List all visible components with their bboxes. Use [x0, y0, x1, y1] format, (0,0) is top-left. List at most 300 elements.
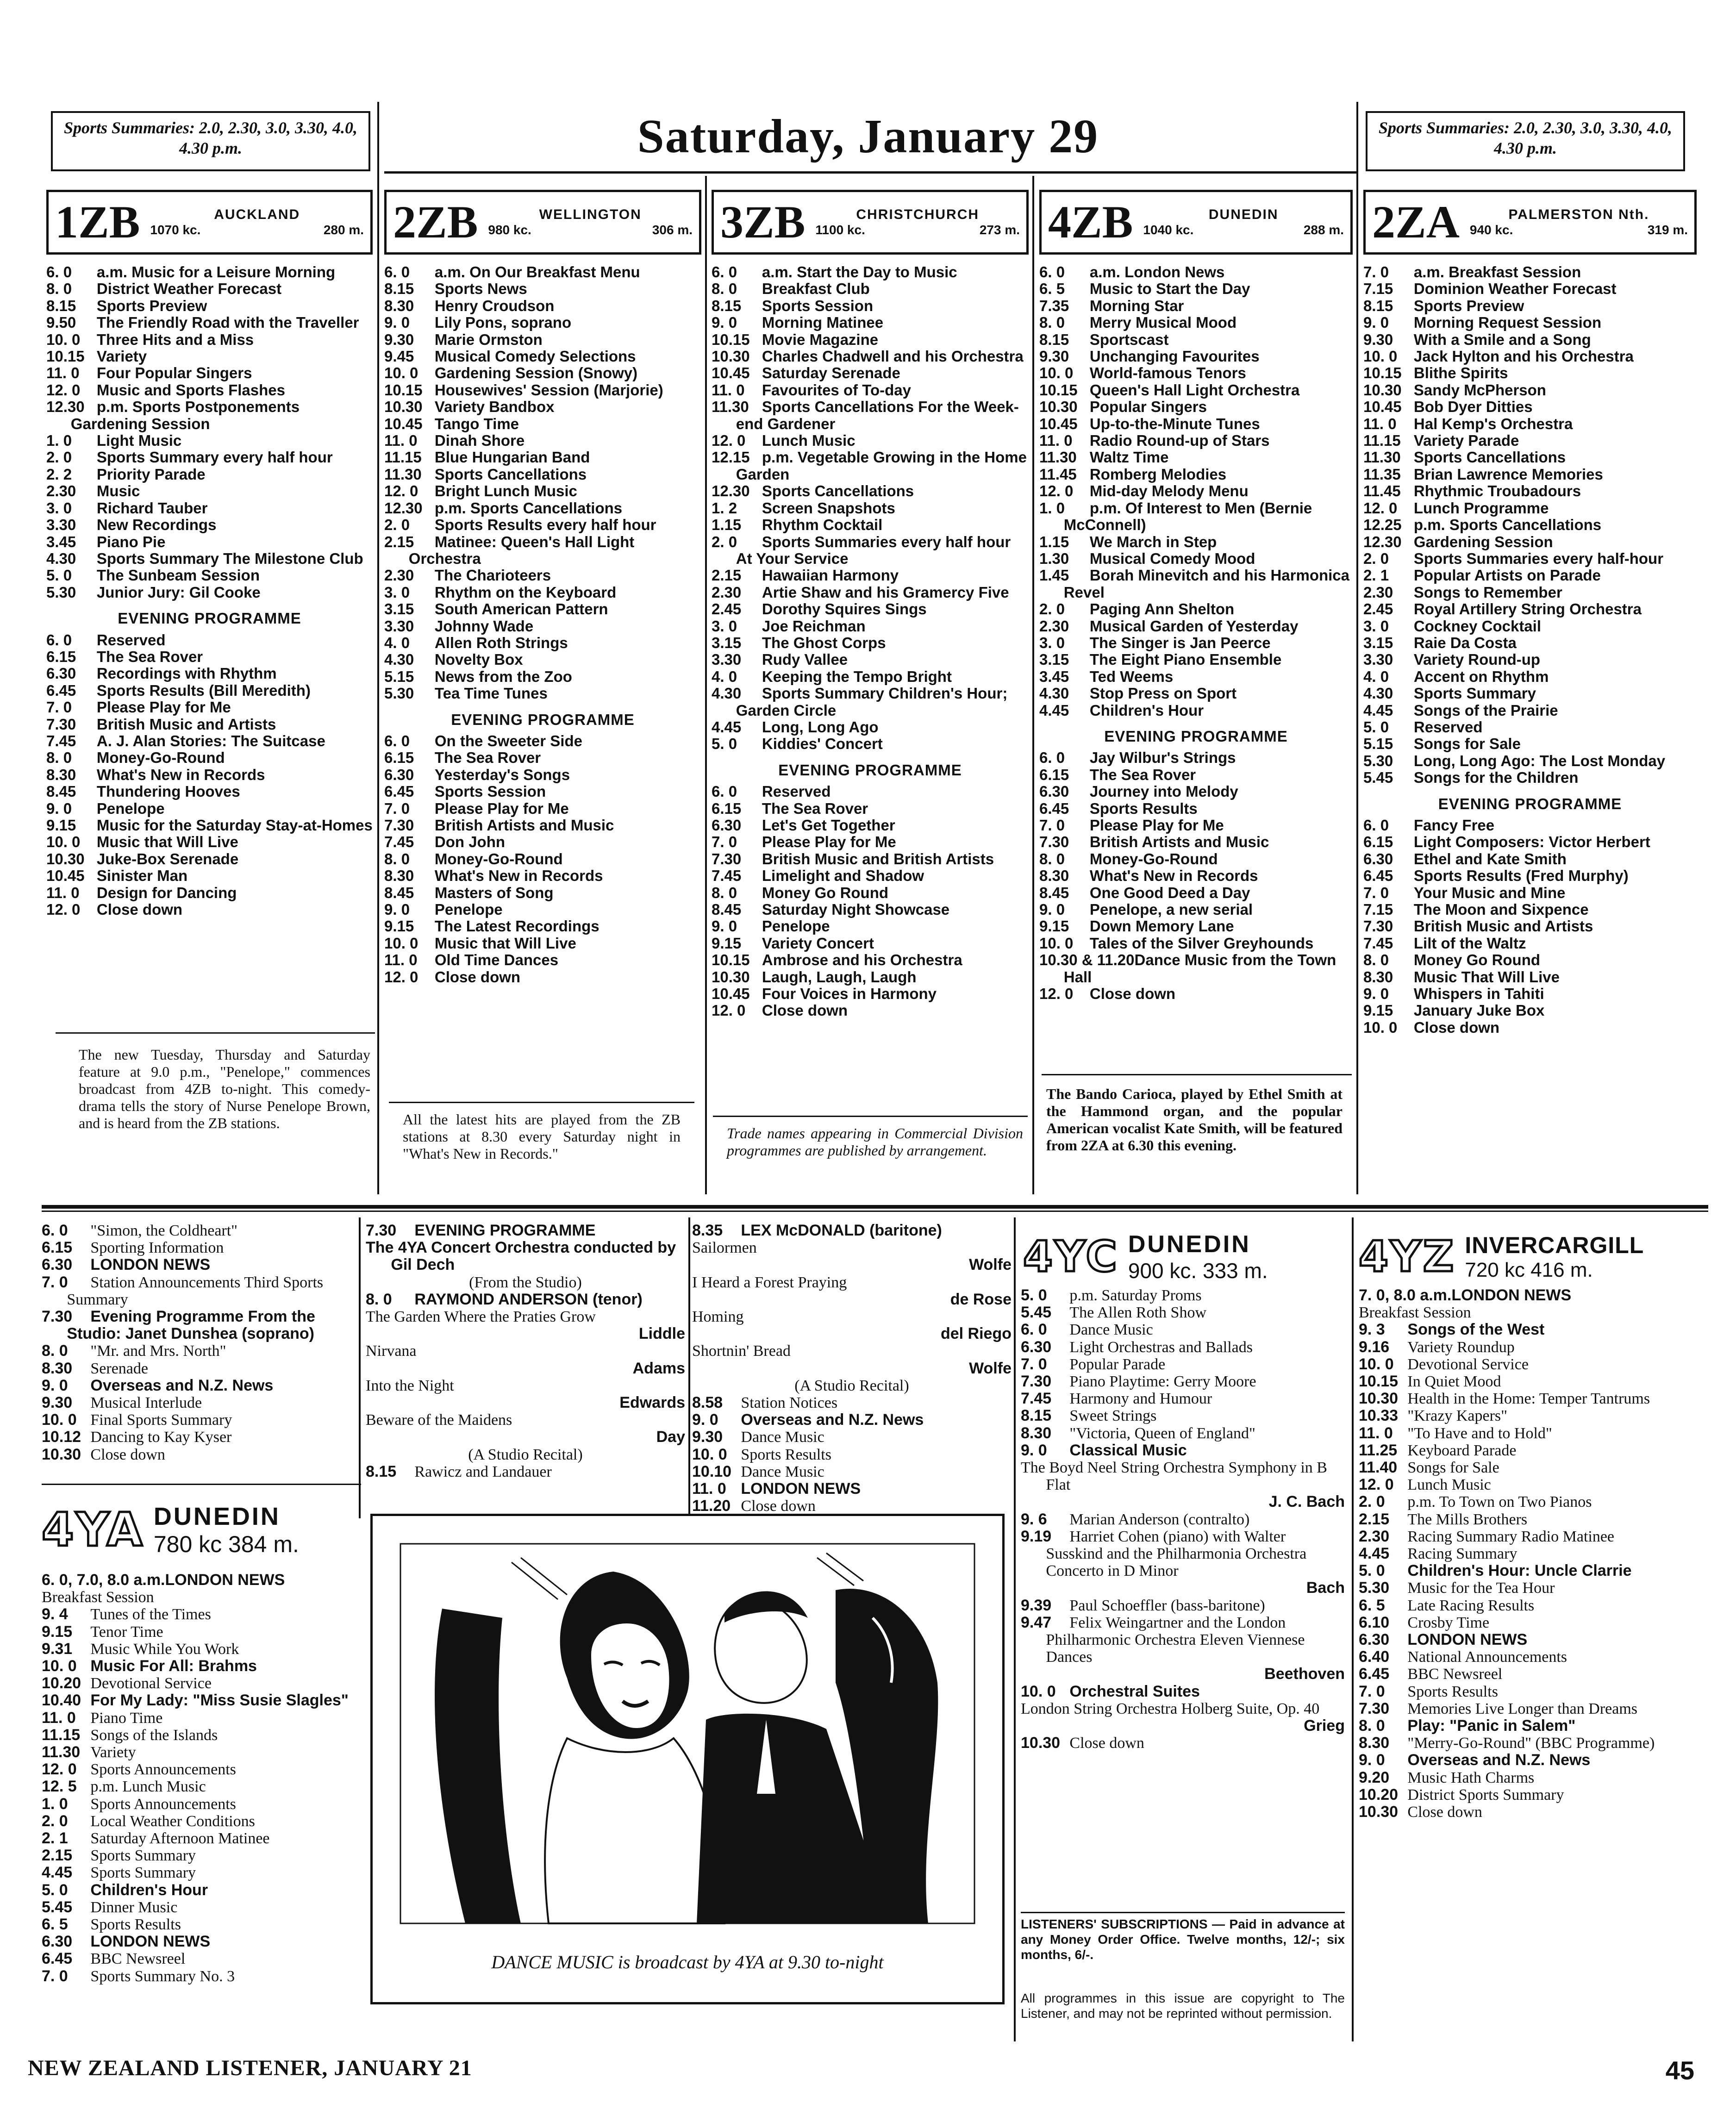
programme-title: Johnny Wade	[434, 617, 534, 635]
programme-time: 8.30	[46, 766, 76, 783]
programme-time: 9.15	[46, 817, 76, 834]
programme-time: 8. 0	[1039, 850, 1065, 867]
station-header-2zb	[384, 190, 701, 255]
programme-item	[1359, 1321, 1701, 1338]
programme-time: 2. 0	[384, 516, 410, 534]
programme-time: 10.20	[42, 1674, 81, 1692]
programme-item	[1039, 901, 1353, 918]
programme-title: Rhythm on the Keyboard	[434, 583, 617, 601]
programme-title: Rhythm Cocktail	[762, 516, 883, 534]
programme-item	[1363, 550, 1697, 567]
programme-item	[366, 1291, 685, 1308]
programme-time: 8.45	[712, 901, 742, 918]
programme-time: 2. 1	[1363, 567, 1389, 584]
programme-item	[1359, 1511, 1701, 1528]
programme-item	[1359, 1390, 1701, 1407]
programme-title: Piano Pie	[96, 533, 166, 550]
programme-time: 12. 0	[46, 901, 81, 918]
programme-item	[1359, 1442, 1701, 1459]
programme-time: 6. 0	[384, 264, 410, 281]
programme-time: 6. 0	[1039, 264, 1065, 281]
programme-time: 2.15	[384, 533, 414, 550]
programme-time: 7. 0	[42, 1967, 68, 1985]
programme-title: Songs of the Islands	[90, 1726, 218, 1744]
programme-time: 5.30	[1363, 752, 1393, 769]
programme-title: Shortnin' Bread	[692, 1342, 791, 1360]
programme-time: 9.15	[384, 917, 414, 935]
programme-time: 9. 0	[1039, 901, 1065, 918]
programme-title: Please Play for Me	[762, 833, 896, 851]
programme-time: 8.30	[384, 297, 414, 314]
programme-title: Light Music	[96, 432, 182, 449]
programme-title: Please Play for Me	[96, 699, 231, 716]
programme-title: Junior Jury: Gil Cooke	[96, 583, 261, 601]
programme-title: "Merry-Go-Round" (BBC Programme)	[1407, 1735, 1655, 1752]
programme-time: 9. 0	[384, 901, 410, 918]
programme-item	[1039, 986, 1353, 1002]
programme-item	[1359, 1752, 1701, 1769]
programme-item	[1363, 618, 1697, 635]
programme-time: 8.15	[1021, 1407, 1052, 1425]
programme-time: 11.25	[1359, 1441, 1398, 1459]
programme-time: 10. 0	[384, 934, 418, 952]
programme-time: 7.45	[712, 867, 742, 885]
programme-title: Songs for the Children	[1413, 769, 1579, 786]
programme-title: Variety Roundup	[1407, 1338, 1515, 1356]
programme-title: "Simon, the Coldheart"	[90, 1222, 238, 1239]
programme-title: Merry Musical Mood	[1089, 314, 1237, 331]
programme-title: "Mr. and Mrs. North"	[90, 1342, 226, 1360]
programme-time: 5. 0	[712, 735, 737, 753]
programme-time: 5.45	[42, 1898, 73, 1916]
programme-time: 12. 0	[712, 432, 746, 449]
programme-item	[1363, 500, 1697, 517]
programme-item	[1039, 534, 1353, 550]
programme-title: Sporting Information	[90, 1239, 224, 1257]
programme-time: 4.45	[1363, 701, 1393, 719]
programme-title: Beware of the Maidens	[366, 1411, 512, 1429]
programme-item	[1363, 601, 1697, 618]
programme-item	[384, 331, 701, 348]
station-header-2za	[1363, 190, 1697, 255]
programme-time: 9.31	[42, 1640, 73, 1658]
programme-time: 2.30	[1039, 617, 1069, 635]
programme-item	[712, 736, 1029, 752]
programme-item	[1039, 314, 1353, 331]
programme-time: 7.30	[1021, 1373, 1052, 1391]
programme-title: p.m. Vegetable Growing in the Home Garden	[736, 449, 1027, 483]
sports-summaries-text: Sports Summaries: 2.0, 2.30, 3.0, 3.30, 4.0, 4.30 p.m.	[1378, 119, 1673, 157]
programme-item	[712, 851, 1029, 867]
programme-item	[1363, 851, 1697, 867]
programme-time: 9.20	[1359, 1768, 1390, 1786]
subscriptions-note: LISTENERS' SUBSCRIPTIONS — Paid in advance at any Money Order Office. Twelve months, 12/-; six months, 6/-.	[1021, 1917, 1345, 1962]
programme-time: 10. 0	[42, 1411, 77, 1429]
programme-title: Breakfast Session	[1359, 1304, 1471, 1322]
programme-time: 8. 0	[366, 1290, 392, 1308]
programme-item	[1021, 1321, 1345, 1338]
programme-time: 12. 5	[42, 1778, 77, 1796]
programme-item	[366, 1222, 685, 1239]
programme-title: Music Hath Charms	[1407, 1769, 1535, 1786]
station-kc: 1070 kc.	[150, 223, 201, 237]
programme-item	[384, 281, 701, 297]
programme-title: Marie Ormston	[434, 331, 543, 348]
programme-time: 6. 0	[384, 732, 410, 749]
programme-time: 12.25	[1363, 516, 1402, 534]
programme-item	[1021, 1373, 1345, 1390]
programme-title: Laugh, Laugh, Laugh	[762, 968, 917, 986]
station-logo-4yz: 4YZ	[1359, 1232, 1456, 1281]
programme-item	[712, 449, 1029, 483]
programme-title: Jay Wilbur's Strings	[1089, 749, 1236, 767]
programme-item	[712, 834, 1029, 850]
programme-time: 6. 0	[1363, 817, 1389, 834]
programme-title: Lunch Programme	[1413, 499, 1549, 517]
programme-item	[366, 1463, 685, 1480]
programme-title: Up-to-the-Minute Tunes	[1089, 415, 1260, 432]
programme-item	[384, 601, 701, 618]
programme-time: 6.15	[42, 1239, 73, 1257]
programme-item	[712, 348, 1029, 365]
composer: J. C. Bach	[1268, 1493, 1345, 1511]
section-divider	[42, 1211, 1708, 1212]
station-city: WELLINGTON	[539, 207, 642, 222]
station-kc: 940 kc.	[1469, 223, 1513, 237]
programme-item	[42, 1308, 356, 1342]
programme-item	[1363, 867, 1697, 884]
programme-time: 5.30	[384, 685, 414, 702]
programme-title: p.m. Sports Cancellations	[434, 499, 623, 517]
programme-title: Play: "Panic in Salem"	[1407, 1717, 1576, 1735]
programme-time: 11.15	[42, 1726, 81, 1744]
programme-title: Charles Chadwell and his Orchestra	[762, 348, 1024, 365]
station-frequency	[1470, 223, 1688, 237]
programme-time: 9. 0	[712, 917, 737, 935]
programme-time: 9.47	[1021, 1613, 1052, 1631]
programme-time: 8.30	[1021, 1424, 1052, 1442]
programme-title: p.m. Sports Postponements Gardening Session	[70, 398, 300, 432]
programme-title: Sailormen	[692, 1239, 757, 1257]
programme-time: 2.30	[1359, 1527, 1390, 1545]
programme-item	[384, 817, 701, 834]
programme-title: a.m. London News	[1089, 264, 1225, 281]
programme-title: Long, Long Ago: The Lost Monday	[1413, 752, 1666, 769]
programme-title: Henry Croudson	[434, 297, 555, 314]
programme-title: Musical Garden of Yesterday	[1089, 617, 1299, 635]
programme-time: 10.12	[42, 1428, 81, 1446]
programme-title: Tango Time	[434, 415, 519, 432]
programme-title: Rudy Vallee	[762, 651, 848, 668]
programme-item	[46, 298, 373, 314]
programme-time: 9.15	[1363, 1002, 1393, 1019]
programme-time: 8. 0	[46, 749, 72, 767]
programme-time: 8.35	[692, 1222, 723, 1239]
programme-title: District Weather Forecast	[96, 280, 282, 298]
programme-item	[1039, 618, 1353, 635]
programme-title: Priority Parade	[96, 465, 206, 483]
programme-item	[1359, 1631, 1701, 1648]
programme-title: Dinner Music	[90, 1898, 178, 1916]
programme-time: 4.30	[712, 685, 742, 702]
programme-title: Close down	[434, 968, 521, 986]
programme-title: Ethel and Kate Smith	[1413, 850, 1567, 867]
programme-item	[1363, 1019, 1697, 1036]
programme-item	[712, 534, 1029, 568]
programme-title: Artie Shaw and his Gramercy Five	[762, 583, 1009, 601]
programme-title: Money-Go-Round	[1089, 850, 1218, 867]
programme-time: 9.45	[384, 348, 414, 365]
programme-title: (A Studio Recital)	[794, 1377, 909, 1394]
programme-item	[1039, 834, 1353, 850]
station-call-sign: 2ZA	[1372, 196, 1460, 248]
programme-title: Sports Summaries every half-hour	[1413, 549, 1664, 567]
programme-time: 10.30	[1039, 398, 1078, 416]
programme-item	[46, 749, 373, 766]
station-logo-4yc: 4YC	[1023, 1232, 1119, 1281]
4ya-late-list	[692, 1222, 1012, 1541]
programme-time: 10. 0	[46, 833, 81, 851]
programme-item	[692, 1463, 1012, 1480]
programme-title: The Charioteers	[434, 567, 551, 584]
programme-time: 8.15	[366, 1462, 397, 1480]
programme-item	[1021, 1339, 1345, 1356]
programme-item	[42, 1641, 356, 1658]
programme-title: Final Sports Summary	[90, 1411, 232, 1429]
programme-title: Variety	[96, 348, 147, 365]
programme-title: Sports Results	[1407, 1683, 1498, 1700]
programme-title: The Ghost Corps	[762, 634, 886, 651]
programme-title: Penelope	[434, 901, 503, 918]
programme-time: 2. 0	[1363, 549, 1389, 567]
programme-time: 9. 3	[1359, 1321, 1385, 1339]
programme-item	[384, 935, 701, 952]
station-frequency	[815, 223, 1020, 237]
programme-time: 1.30	[1039, 549, 1069, 567]
4ya-continued-list	[42, 1222, 356, 1481]
programme-item	[1359, 1717, 1701, 1735]
programme-item	[712, 517, 1029, 533]
programme-title: Reserved	[1413, 718, 1483, 736]
programme-title: Station Notices	[741, 1394, 838, 1412]
programme-title: Late Racing Results	[1407, 1597, 1535, 1614]
programme-title: Sports Cancellations	[762, 482, 914, 500]
programme-time: 9. 0	[46, 799, 72, 817]
programme-time: 4.30	[1039, 685, 1069, 702]
programme-time: 9.15	[1039, 917, 1069, 935]
station-info	[154, 1502, 299, 1558]
programme-time: 7.45	[46, 732, 76, 749]
programme-title: Popular Singers	[1089, 398, 1207, 416]
programme-time: 7. 0	[1039, 817, 1065, 834]
programme-item	[384, 432, 701, 449]
programme-title: LONDON NEWS	[90, 1933, 211, 1951]
programme-item	[1363, 534, 1697, 550]
programme-title: Devotional Service	[1407, 1355, 1529, 1373]
programme-time: 9. 0	[384, 314, 410, 331]
programme-time: 10.15	[1363, 364, 1402, 382]
programme-time: 3. 0	[1039, 634, 1065, 651]
programme-title: Crosby Time	[1407, 1614, 1490, 1631]
evening-programme-heading: EVENING PROGRAMME	[778, 761, 962, 779]
programme-title: Sports Summary every half hour	[96, 449, 333, 466]
programme-time: 2. 0	[46, 449, 72, 466]
programme-item	[712, 483, 1029, 499]
programme-item	[384, 416, 701, 432]
programme-item	[712, 601, 1029, 618]
composer: Wolfe	[969, 1256, 1012, 1274]
programme-item	[712, 314, 1029, 331]
programme-item	[1039, 851, 1353, 867]
note-rule	[1042, 1074, 1352, 1075]
programme-time: 6.45	[1039, 799, 1069, 817]
programme-item	[1363, 567, 1697, 584]
programme-item	[46, 682, 373, 699]
evening-programme-heading: EVENING PROGRAMME	[451, 711, 635, 728]
programme-time: 11. 0	[384, 432, 418, 449]
programme-title: Songs to Remember	[1413, 583, 1562, 601]
programme-item	[42, 1899, 356, 1916]
programme-title: Keyboard Parade	[1407, 1442, 1517, 1459]
programme-item	[712, 399, 1029, 432]
programme-title: National Announcements	[1407, 1648, 1567, 1666]
programme-title: LONDON NEWS	[741, 1480, 861, 1498]
programme-time: 6.30	[1039, 783, 1069, 800]
programme-item	[384, 969, 701, 986]
programme-title: Sports Session	[762, 297, 874, 314]
programme-title: Money Go Round	[1413, 951, 1541, 969]
programme-time: 6.30	[712, 817, 742, 834]
station-frequency	[488, 223, 693, 237]
composer: de Rose	[950, 1290, 1012, 1308]
programme-title: The Eight Piano Ensemble	[1089, 651, 1282, 668]
programme-time: 10.15	[46, 348, 85, 365]
programme-title: Sports Results	[1089, 799, 1198, 817]
programme-item	[1363, 769, 1697, 786]
programme-title: January Juke Box	[1413, 1002, 1545, 1019]
programme-item	[42, 1864, 356, 1881]
programme-item	[692, 1342, 1012, 1377]
programme-item	[384, 635, 701, 651]
programme-title: The Allen Roth Show	[1069, 1304, 1206, 1322]
programme-title: The Sunbeam Session	[96, 567, 260, 584]
programme-title: Sports Results	[741, 1446, 831, 1463]
station-frequency	[150, 223, 364, 237]
programme-title: Close down	[96, 901, 183, 918]
programme-item	[1039, 668, 1353, 685]
programme-item	[1039, 749, 1353, 766]
programme-item	[712, 298, 1029, 314]
programme-time: 12.15	[712, 449, 750, 466]
col-rule	[42, 1484, 361, 1485]
programme-title: Reserved	[762, 783, 831, 800]
programme-item	[42, 1710, 356, 1727]
column-rule	[1352, 1217, 1354, 2041]
programme-title: a.m. On Our Breakfast Menu	[434, 264, 640, 281]
station-logo-4ya: 4YA	[42, 1503, 144, 1557]
programme-time: 11. 0	[1359, 1424, 1393, 1442]
programme-item	[1363, 1002, 1697, 1019]
programme-time: 11.30	[712, 398, 749, 416]
programme-title: Sandy McPherson	[1413, 381, 1546, 399]
programme-item	[692, 1239, 1012, 1273]
programme-title: The Moon and Sixpence	[1413, 901, 1589, 918]
programme-item	[1363, 264, 1697, 281]
programme-time: 1. 0	[42, 1795, 68, 1813]
station-city: DUNEDIN	[153, 1503, 281, 1530]
programme-item	[1039, 685, 1353, 702]
programme-time: 2. 2	[46, 465, 72, 483]
programme-time: 2. 0	[1039, 600, 1065, 618]
programme-item	[692, 1429, 1012, 1446]
programme-title: Lunch Music	[762, 432, 856, 449]
programme-title: (From the Studio)	[469, 1273, 582, 1291]
programme-title: Old Time Dances	[434, 951, 559, 969]
programme-title: Close down	[1089, 985, 1176, 1003]
programme-time: 8.58	[692, 1394, 723, 1412]
programme-item	[1039, 783, 1353, 800]
programme-title: The Singer is Jan Peerce	[1089, 634, 1271, 651]
programme-title: Long, Long Ago	[762, 718, 879, 736]
programme-item	[1021, 1390, 1345, 1407]
programme-time: 6. 5	[1359, 1596, 1385, 1614]
programme-time: 10.45	[712, 985, 750, 1003]
programme-item	[42, 1882, 356, 1899]
programme-time: 10.45	[46, 867, 85, 885]
programme-item	[1359, 1339, 1701, 1356]
programme-title: What's New in Records	[1089, 867, 1258, 885]
programme-time: 8.15	[1039, 331, 1069, 348]
programme-title: Nirvana	[366, 1342, 417, 1360]
programme-title: The Sea Rover	[1089, 766, 1196, 783]
programme-time: 11.35	[1363, 465, 1401, 483]
illustration-caption: DANCE MUSIC is broadcast by 4YA at 9.30 to-night	[491, 1952, 884, 1972]
programme-item	[42, 1744, 356, 1761]
programme-title: Local Weather Conditions	[90, 1812, 255, 1830]
programme-title: Cockney Cocktail	[1413, 617, 1541, 635]
programme-time: 10.15	[712, 331, 750, 348]
programme-item	[712, 668, 1029, 685]
programme-time: 8.15	[1363, 297, 1393, 314]
programme-time: 10.30 & 11.20	[1039, 951, 1135, 969]
programme-time: 7.15	[1363, 280, 1393, 298]
programme-time: 7.30	[384, 817, 414, 834]
programme-item	[1359, 1579, 1701, 1597]
programme-item	[692, 1222, 1012, 1239]
programme-title: Four Voices in Harmony	[762, 985, 937, 1003]
programme-item	[46, 483, 373, 499]
programme-title: Close down	[741, 1498, 816, 1515]
note-bando: The Bando Carioca, played by Ethel Smith at the Hammond organ, and the popular American vocalist Kate Smith, will be featured from 2ZA at 6.30 this evening.	[1046, 1086, 1343, 1154]
programme-time: 10.45	[712, 364, 750, 382]
programme-title: Breakfast Club	[762, 280, 870, 298]
programme-item	[42, 1813, 356, 1830]
station-schedule-2zb	[384, 264, 701, 1092]
programme-item	[1359, 1597, 1701, 1614]
programme-time: 10.30	[712, 968, 750, 986]
programme-title: Music for the Saturday Stay-at-Homes	[96, 817, 373, 834]
programme-item	[712, 567, 1029, 584]
programme-title: Music to Start the Day	[1089, 280, 1250, 298]
programme-item	[46, 567, 373, 584]
station-info	[1470, 207, 1688, 237]
programme-title: Variety Round-up	[1413, 651, 1541, 668]
programme-item	[42, 1411, 356, 1429]
composer: Bach	[1306, 1579, 1345, 1597]
programme-title: Lily Pons, soprano	[434, 314, 572, 331]
programme-item	[384, 733, 701, 749]
programme-item	[384, 767, 701, 783]
